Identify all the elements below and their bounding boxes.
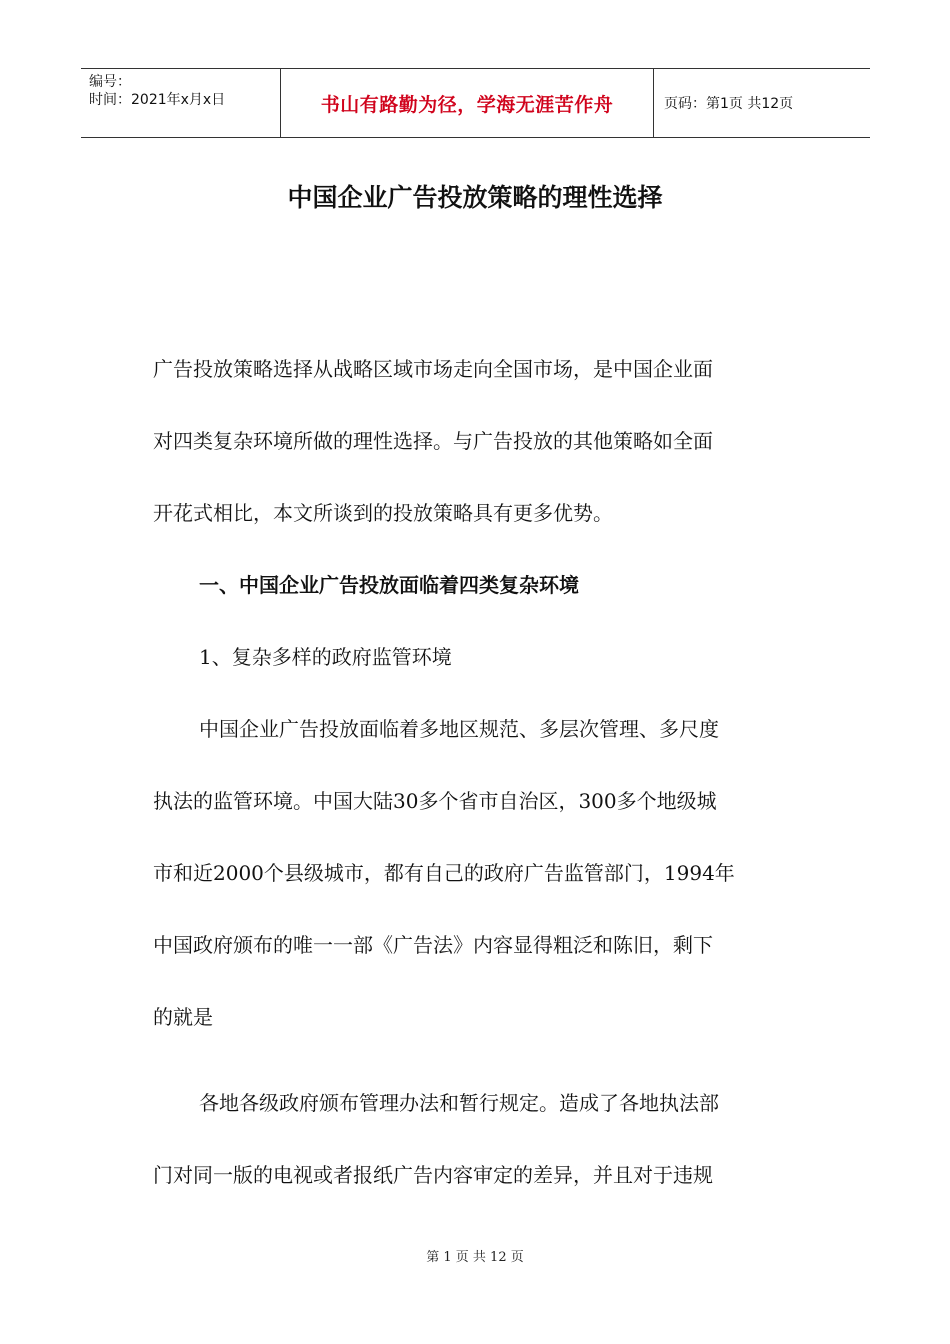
paragraph-line: 中国政府颁布的唯一一部《广告法》内容显得粗泛和陈旧，剩下 <box>153 933 713 957</box>
paragraph-line: 的就是 <box>153 1005 213 1029</box>
paragraph-line: 市和近2000个县级城市，都有自己的政府广告监管部门，1994年 <box>153 861 735 885</box>
intro-line: 广告投放策略选择从战略区域市场走向全国市场，是中国企业面 <box>153 357 713 381</box>
subsection-heading: 1、复杂多样的政府监管环境 <box>199 645 452 669</box>
body-paragraph-2 <box>153 1067 799 1211</box>
page-info: 页码：第1页 共12页 <box>664 96 794 112</box>
intro-line: 对四类复杂环境所做的理性选择。与广告投放的其他策略如全面 <box>153 429 713 453</box>
number-label: 编号： <box>89 74 131 90</box>
paragraph-line: 门对同一版的电视或者报纸广告内容审定的差异，并且对于违规 <box>153 1163 713 1187</box>
paragraph-line: 执法的监管环境。中国大陆30多个省市自治区，300多个地级城 <box>153 789 717 813</box>
header-motto-cell <box>281 69 654 137</box>
paragraph-line: 中国企业广告投放面临着多地区规范、多层次管理、多尺度 <box>199 717 719 741</box>
header-meta-cell <box>81 69 281 137</box>
header-table <box>81 68 870 138</box>
intro-paragraph <box>153 333 799 549</box>
time-label: 时间：2021年x月x日 <box>89 92 226 108</box>
motto-text: 书山有路勤为径，学海无涯苦作舟 <box>320 93 614 116</box>
document-title: 中国企业广告投放策略的理性选择 <box>287 183 663 212</box>
header-page-cell <box>654 69 870 137</box>
intro-line: 开花式相比，本文所谈到的投放策略具有更多优势。 <box>153 501 613 525</box>
paragraph-line: 各地各级政府颁布管理办法和暂行规定。造成了各地执法部 <box>199 1091 719 1115</box>
page-footer: 第 1 页 共 12 页 <box>426 1250 524 1265</box>
body-paragraph-1 <box>153 693 799 1053</box>
paragraph-gap <box>153 1053 799 1067</box>
section-heading: 一、中国企业广告投放面临着四类复杂环境 <box>199 573 579 597</box>
document-body <box>153 333 799 1211</box>
